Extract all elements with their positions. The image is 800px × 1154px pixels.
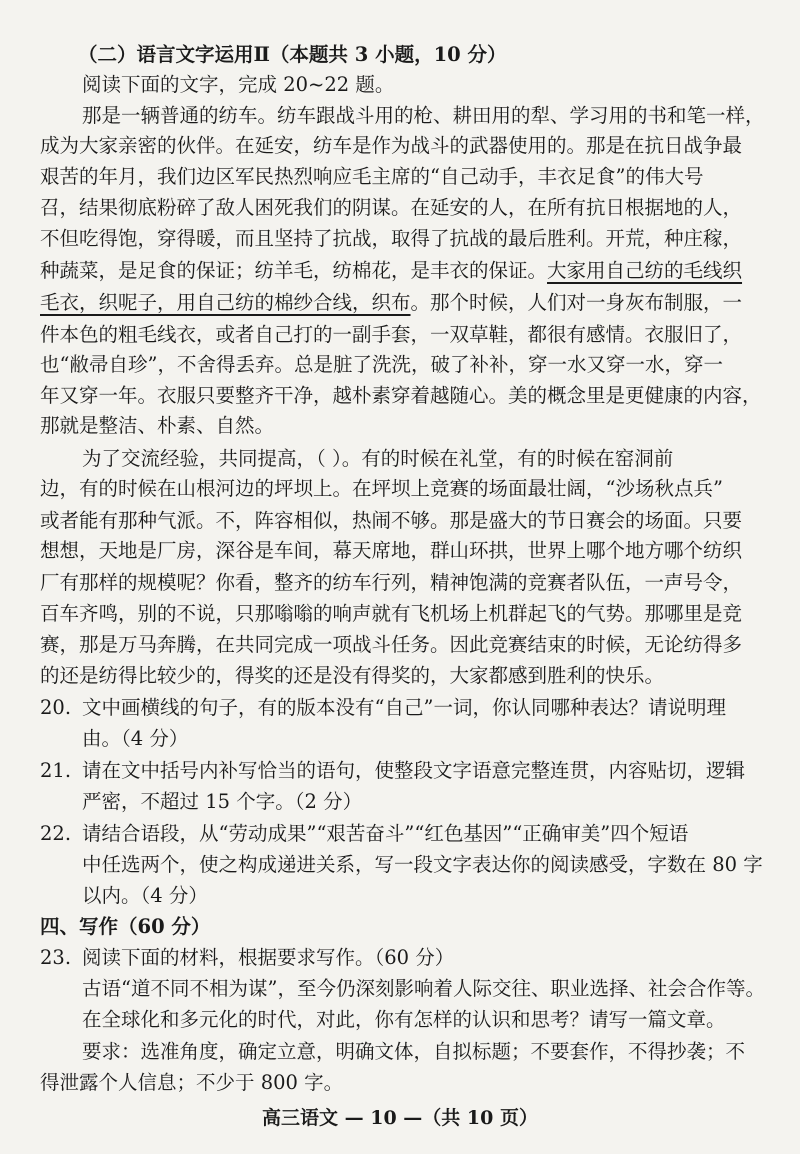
requirements-text: 要求：选准角度，确定立意，明确文体，自拟标题；不要套作，不得抄袭；不 <box>82 1040 746 1063</box>
passage-line: 件本色的粗毛线衣，或者自己打的一副手套，一双草鞋，都很有感情。衣服旧了， <box>40 323 743 346</box>
question-text: 阅读下面的材料，根据要求写作。（60 分） <box>82 946 455 969</box>
passage-text: 。那个时候，人们对一身灰布制服，一 <box>410 291 743 314</box>
requirements-text: 得泄露个人信息；不少于 800 字。 <box>40 1071 344 1094</box>
question-number: 22. <box>40 822 72 845</box>
page-footer: 高三语文 — 10 —（共 10 页） <box>262 1107 538 1129</box>
question-number: 20. <box>40 696 72 719</box>
material-text: 古语“道不同不相为谋”，至今仍深刻影响着人际交往、职业选择、社会合作等。 <box>82 977 765 1000</box>
passage-line <box>40 290 742 316</box>
passage-line: 想想，天地是厂房，深谷是车间，幕天席地，群山环拱，世界上哪个地方哪个纺织 <box>40 539 743 562</box>
section-heading: （二）语言文字运用Ⅱ（本题共 3 小题，10 分） <box>78 43 507 66</box>
question-text: 中任选两个，使之构成递进关系，写一段文字表达你的阅读感受，字数在 80 字 <box>82 853 763 876</box>
passage-line: 边，有的时候在山根河边的坪坝上。在坪坝上竞赛的场面最壮阔，“沙场秋点兵” <box>40 477 723 500</box>
question-number: 21. <box>40 759 72 782</box>
passage-line: 艰苦的年月，我们边区军民热烈响应毛主席的“自己动手，丰衣足食”的伟大号 <box>40 165 704 188</box>
passage-line: 年又穿一年。衣服只要整齐干净，越朴素穿着越随心。美的概念里是更健康的内容， <box>40 384 762 407</box>
section-instruction: 阅读下面的文字，完成 20~22 题。 <box>82 73 395 96</box>
passage-line: 的还是纺得比较少的，得奖的还是没有得奖的，大家都感到胜利的快乐。 <box>40 664 665 687</box>
question-number: 23. <box>40 946 72 969</box>
passage-line: 那是一辆普通的纺车。纺车跟战斗用的枪、耕田用的犁、学习用的书和笔一样， <box>82 104 765 127</box>
passage-line <box>40 258 742 284</box>
passage-line: 成为大家亲密的伙伴。在延安，纺车是作为战斗的武器使用的。那是在抗日战争最 <box>40 134 743 157</box>
passage-text: 种蔬菜，是足食的保证；纺羊毛，纺棉花，是丰衣的保证。 <box>40 259 548 282</box>
passage-line: 也“敝帚自珍”，不舍得丢弃。总是脏了洗洗，破了补补，穿一水又穿一水，穿一 <box>40 353 723 376</box>
underlined-sentence: 毛衣，织呢子，用自己纺的棉纱合线，织布 <box>40 291 411 314</box>
material-text: 在全球化和多元化的时代，对此，你有怎样的认识和思考？请写一篇文章。 <box>82 1008 726 1031</box>
question-text: 请结合语段，从“劳动成果”“艰苦奋斗”“红色基因”“正确审美”四个短语 <box>82 822 689 845</box>
passage-line: 厂有那样的规模呢？你看，整齐的纺车行列，精神饱满的竞赛者队伍，一声号令， <box>40 571 743 594</box>
passage-line: 不但吃得饱，穿得暖，而且坚持了抗战，取得了抗战的最后胜利。开荒，种庄稼， <box>40 227 743 250</box>
underlined-sentence: 大家用自己纺的毛线织 <box>547 259 743 282</box>
passage-line: 那就是整洁、朴素、自然。 <box>40 414 275 437</box>
passage-line: 召，结果彻底粉碎了敌人困死我们的阴谋。在延安的人，在所有抗日根据地的人， <box>40 196 743 219</box>
writing-section-heading: 四、写作（60 分） <box>40 915 211 938</box>
passage-line: 百车齐鸣，别的不说，只那嗡嗡的响声就有飞机场上机群起飞的气势。那哪里是竞 <box>40 602 743 625</box>
question-text: 请在文中括号内补写恰当的语句，使整段文字语意完整连贯，内容贴切，逻辑 <box>82 759 746 782</box>
passage-line: 赛，那是万马奔腾，在共同完成一项战斗任务。因此竞赛结束的时候，无论纺得多 <box>40 633 743 656</box>
question-text: 严密，不超过 15 个字。（2 分） <box>82 790 363 813</box>
question-text: 由。（4 分） <box>82 727 189 750</box>
passage-line: 或者能有那种气派。不，阵容相似，热闹不够。那是盛大的节日赛会的场面。只要 <box>40 509 743 532</box>
question-text: 以内。（4 分） <box>82 884 208 907</box>
question-text: 文中画横线的句子，有的版本没有“自己”一词，你认同哪种表达？请说明理 <box>82 696 726 719</box>
passage-line: 为了交流经验，共同提高，（ ）。有的时候在礼堂，有的时候在窑洞前 <box>82 447 674 470</box>
